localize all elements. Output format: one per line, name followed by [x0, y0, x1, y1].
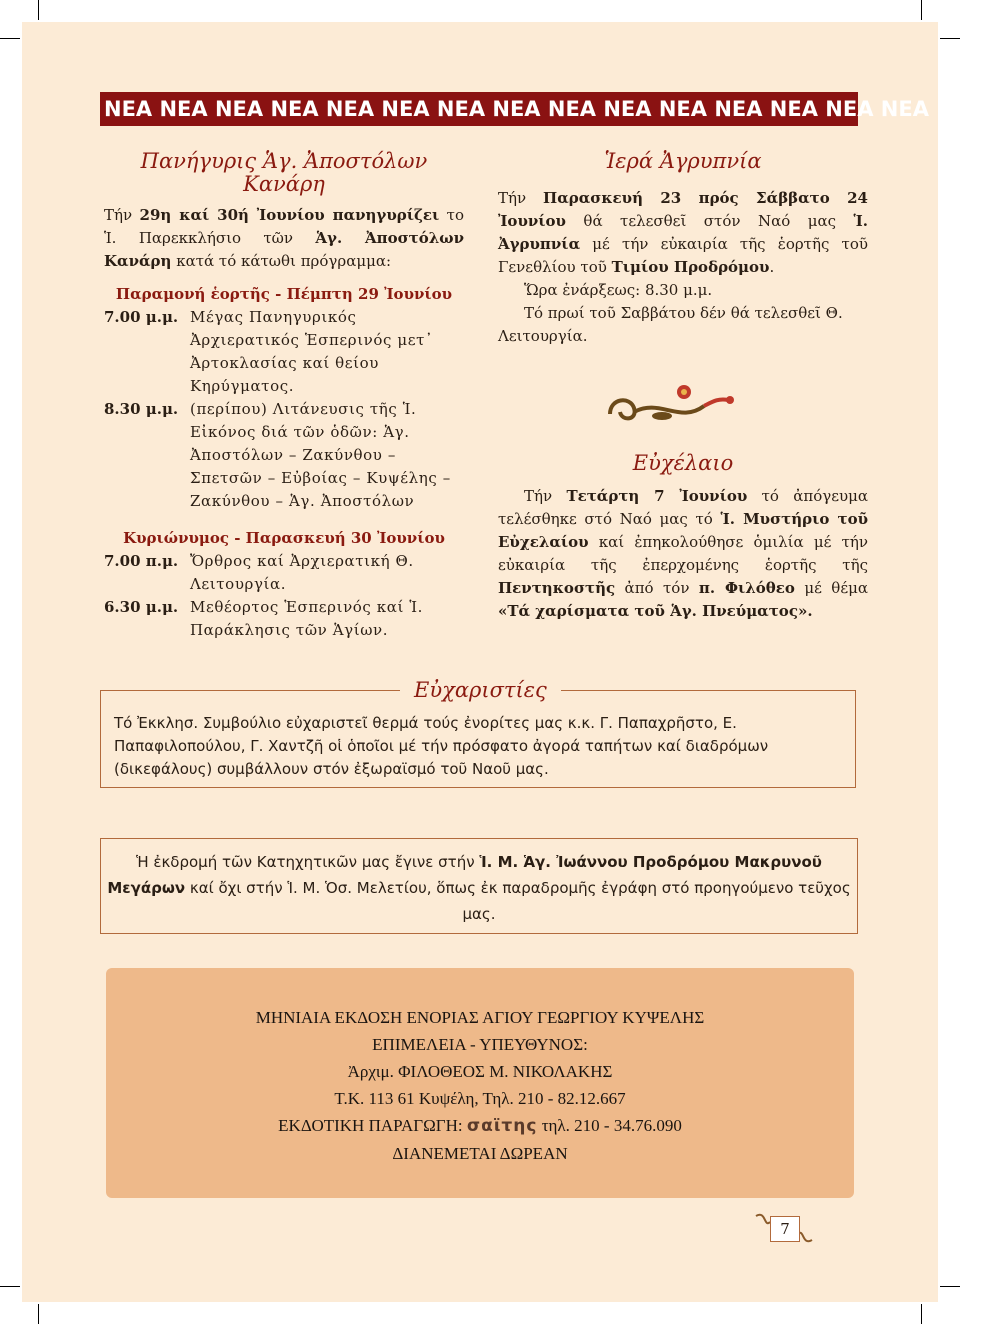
- text: τό ἀπόγευμα τελέσθηκε στό Ναό μας τό: [498, 487, 868, 528]
- euchelaio-title: Εὐχέλαιο: [632, 451, 734, 475]
- text: τηλ. 210 - 34.76.090: [537, 1116, 682, 1135]
- schedule-time: 7.00 μ.μ.: [104, 308, 179, 326]
- schedule-row: [104, 398, 464, 513]
- text: .: [769, 258, 775, 276]
- text: π. Φιλόθεο: [698, 579, 795, 597]
- footer-line: ΔΙΑΝΕΜΕΤΑΙ ΔΩΡΕΑΝ: [392, 1144, 568, 1163]
- crop-mark: [940, 38, 960, 39]
- schedule-desc: (περίπου) Λιτάνευσις τῆς Ἱ. Εἰκόνος διά τῶν ὁδῶν: Ἁγ. Ἀποστόλων – Ζακύνθου – Σπετσῶν – Εὐβοίας – Κυψέλης – Ζακύνθου – Ἁγ. Ἀποστόλων: [190, 400, 451, 510]
- text: μέ τήν εὐκαιρία τῆς ἑορτῆς τοῦ Γενεθλίου τοῦ: [498, 235, 868, 276]
- euchelaio-text: [498, 485, 868, 623]
- panigyris-section: [104, 150, 464, 642]
- crop-mark: [38, 1304, 39, 1324]
- publisher-logo: σαϊτης: [466, 1116, 538, 1136]
- text: Ἱ. Μ. Ἁγ. Ἰωάννου Προδρόμου Μακρυνοῦ Μεγάρων: [107, 853, 822, 897]
- schedule-desc: Μεθέορτος Ἑσπερινός καί Ἱ. Παράκλησις τῶν Ἁγίων.: [190, 598, 423, 639]
- footer-line: ΜΗΝΙΑΙΑ ΕΚΔΟΣΗ ΕΝΟΡΙΑΣ ΑΓΙΟΥ ΓΕΩΡΓΙΟΥ ΚΥΨΕΛΗΣ: [255, 1008, 705, 1027]
- crop-mark: [0, 1286, 20, 1287]
- footer-line: ΕΠΙΜΕΛΕΙΑ - ΥΠΕΥΘΥΝΟΣ:: [372, 1035, 588, 1054]
- thanks-text: Τό Ἐκκλησ. Συμβούλιο εὐχαριστεῖ θερμά τούς ἐνορίτες μας κ.κ. Γ. Παπαχρῆστο, Ε. Παπαφιλοπούλου, Γ. Χαντζῆ οἱ ὁποῖοι μέ τήν πρόσφατο ἀγορά ταπήτων καί διαδρόμων (δικεφάλους) συμβάλλουν στόν ἐξωραϊσμό τοῦ Ναοῦ μας.: [114, 714, 769, 778]
- crop-mark: [38, 0, 39, 20]
- text: Παρασκευή 23 πρός Σάββατο 24 Ἰουνίου: [498, 189, 868, 230]
- crop-mark: [921, 0, 922, 20]
- agrypnia-time: Ὥρα ἐνάρξεως: 8.30 μ.μ.: [524, 281, 713, 299]
- schedule-time: 8.30 μ.μ.: [104, 400, 179, 418]
- text: «Τά χαρίσματα τοῦ Ἁγ. Πνεύματος».: [498, 602, 813, 620]
- thanks-title: Εὐχαριστίες: [400, 678, 561, 702]
- text: το Ἱ. Παρεκκλήσιο τῶν: [104, 206, 464, 247]
- crop-mark: [921, 1304, 922, 1324]
- text: Τήν: [524, 487, 567, 505]
- panigyris-title: Πανήγυρις Ἁγ. Ἀποστόλων: [140, 149, 428, 173]
- text: Τήν: [104, 206, 140, 224]
- crop-mark: [940, 1286, 960, 1287]
- text: μέ θέμα: [794, 579, 868, 597]
- schedule-desc: Μέγας Πανηγυρικός Ἀρχιερατικός Ἑσπερινός μετ᾽ Ἀρτοκλασίας καί θείου Κηρύγματος.: [190, 308, 434, 395]
- panigyris-title-2: Κανάρη: [243, 172, 325, 196]
- text: καί ἐπηκολούθησε ὁμιλία μέ τήν εὐκαιρία τῆς ἐπερχομένης ἑορτῆς τῆς: [498, 533, 868, 574]
- schedule-row: [104, 306, 464, 398]
- publication-footer: [106, 968, 854, 1198]
- text: 29η καί 30ή Ἰουνίου πανηγυρίζει: [139, 206, 440, 224]
- agrypnia-title: Ἱερά Ἀγρυπνία: [604, 149, 762, 173]
- day-heading: Κυριώνυμος - Παρασκευή 30 Ἰουνίου: [123, 529, 445, 547]
- text: Ἁγ. Ἀποστόλων Κανάρη: [104, 229, 464, 270]
- day-heading: Παραμονή ἑορτῆς - Πέμπτη 29 Ἰουνίου: [115, 285, 453, 303]
- agrypnia-note: Τό πρωί τοῦ Σαββάτου δέν θά τελεσθεῖ Θ. Λειτουργία.: [498, 304, 843, 345]
- text: ἀπό τόν: [615, 579, 699, 597]
- crop-mark: [0, 38, 20, 39]
- thanks-section: [100, 672, 858, 790]
- footer-line: Τ.Κ. 113 61 Κυψέλη, Τηλ. 210 - 82.12.667: [334, 1089, 626, 1108]
- schedule-desc: Ὄρθρος καί Ἀρχιερατική Θ. Λειτουργία.: [190, 552, 414, 593]
- text: Ἱ. Ἀγρυπνία: [498, 212, 868, 253]
- agrypnia-text: [498, 187, 868, 279]
- text: Ἱ. Μυστήριο τοῦ Εὐχελαίου: [498, 510, 868, 551]
- footer-line: [106, 1112, 854, 1140]
- text: Πεντηκοστῆς: [498, 579, 616, 597]
- correction-note: [100, 838, 858, 934]
- text: θά τελεσθεῖ στόν Ναό μας: [565, 212, 854, 230]
- schedule-time: 7.00 π.μ.: [104, 552, 179, 570]
- schedule-row: [104, 550, 464, 596]
- text: ΕΚΔΟΤΙΚΗ ΠΑΡΑΓΩΓΗ:: [278, 1116, 467, 1135]
- text: κατά τό κάτωθι πρόγραμμα:: [171, 252, 392, 270]
- text: Ἡ ἐκδρομή τῶν Κατηχητικῶν μας ἔγινε στήν: [136, 853, 480, 871]
- schedule-row: [104, 596, 464, 642]
- publication-info: [106, 1004, 854, 1167]
- text: καί ὄχι στήν Ἱ. Μ. Ὁσ. Μελετίου, ὅπως ἐκ παραδρομῆς ἐγράφη στό προηγούμενο τεῦχος μας.: [185, 879, 851, 923]
- footer-line: Ἀρχιμ. ΦΙΛΟΘΕΟΣ Μ. ΝΙΚΟΛΑΚΗΣ: [347, 1062, 613, 1081]
- text: Τιμίου Προδρόμου: [611, 258, 770, 276]
- page-number: 7: [770, 1216, 800, 1242]
- panigyris-intro: [104, 204, 464, 273]
- text: Τήν: [498, 189, 544, 207]
- page-number-box: [752, 1208, 816, 1248]
- text: Τετάρτη 7 Ἰουνίου: [566, 487, 748, 505]
- schedule-time: 6.30 μ.μ.: [104, 598, 179, 616]
- floral-ornament-icon: [600, 378, 740, 430]
- news-banner: ΝΕΑ ΝΕΑ ΝΕΑ ΝΕΑ ΝΕΑ ΝΕΑ ΝΕΑ ΝΕΑ ΝΕΑ ΝΕΑ ΝΕΑ ΝΕΑ ΝΕΑ ΝΕΑ ΝΕΑ ΝΕΑ: [100, 92, 858, 126]
